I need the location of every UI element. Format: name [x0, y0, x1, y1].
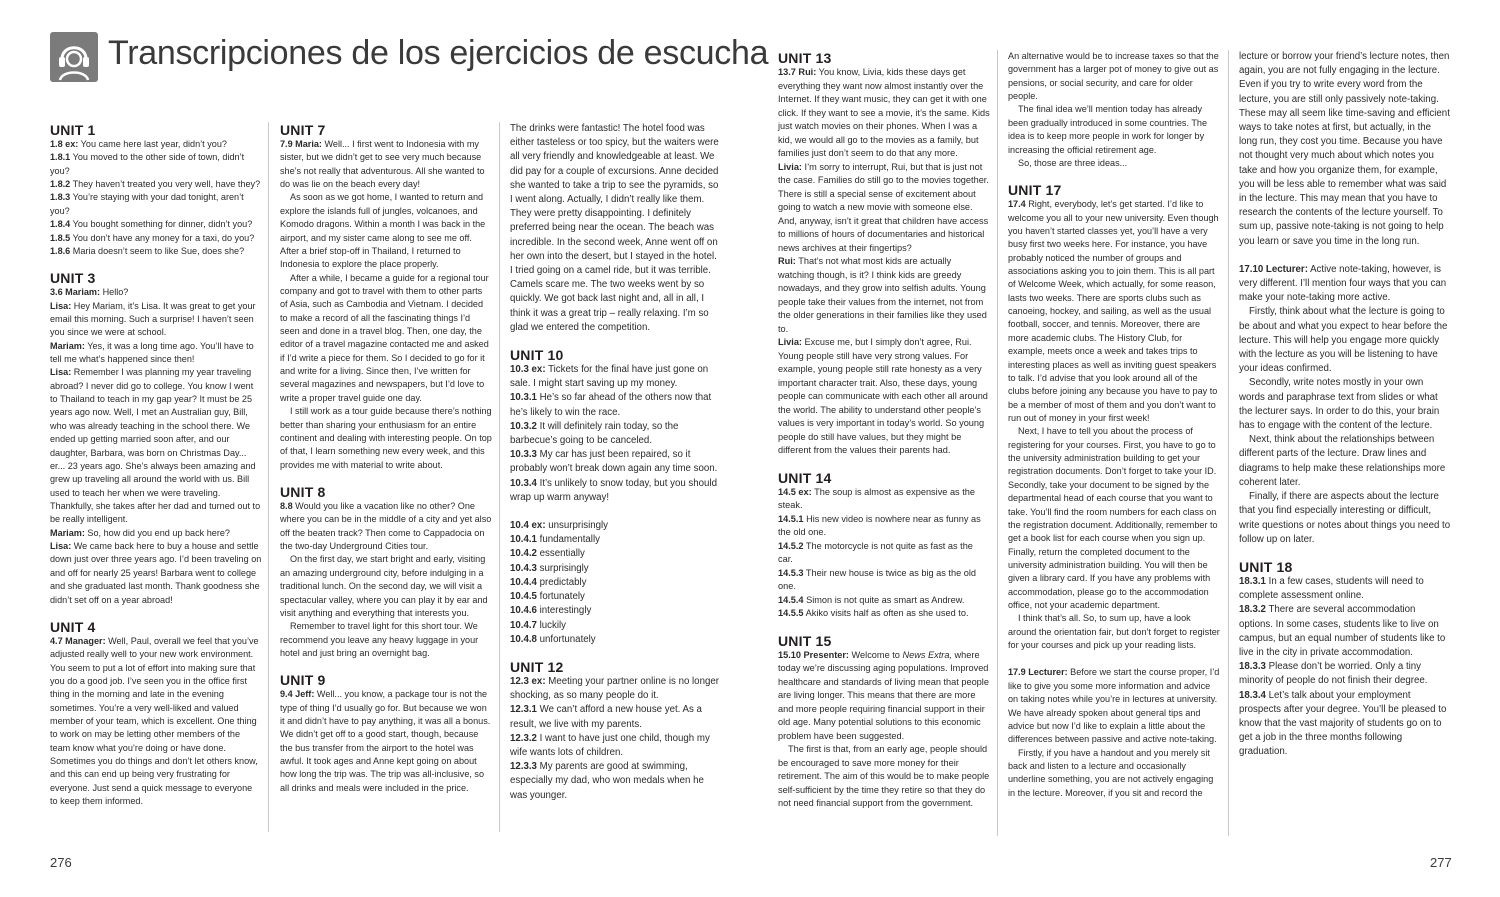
transcript-line: 14.5.1 His new video is nowhere near as funny as the old one. [778, 513, 981, 537]
transcript-line: Lisa: Hey Mariam, it’s Lisa. It was great to get your email this morning. Such a surprise! I haven’t seen you since we were at school. [50, 300, 256, 338]
transcript-paragraph: The drinks were fantastic! The hotel food was either tasteless or too spicy, but the waiters were all very friendly and knowledgeable at least. We did pay for a couple of excursions. Anne decided she wanted to take a trip to see the pyramids, so I went along. Actually, I didn’t really like them. They were pretty disappointing. I definitely preferred being near the ocean. The beach was incredible. In the second week, Anne went off on her own into the desert, but I stayed in the hotel. I tried going on a camel ride, but it was terrible. Camels scare me. The two weeks went by so quickly. We got back last night and, all in all, I think it was a great trip – really relaxing. I’m so glad we entered the competition. [510, 123, 719, 333]
column-divider [268, 122, 269, 832]
unit-heading: UNIT 10 [510, 347, 564, 364]
unit-7-section [280, 122, 492, 472]
column-6 [1239, 50, 1451, 772]
transcript-paragraph: Next, I have to tell you about the process of registering for your courses. First, you have to go to the university administration building to get your registration documents. Don’t forget to take your ID. Secondly, take your document to be signed by the departmental head of each course that you want to take. You’ll find the room numbers for each class on the registration document. Additionally, remember to get a book list for each course when you sign up. Finally, return the completed document to the university administration building. You will then be given a library card. If you have any problems with accommodation, please go to the accommodation office, not your academic department. [1008, 426, 1218, 611]
transcript-line: 14.5.3 Their new house is twice as big as the old one. [778, 567, 976, 591]
transcript-line: 10.4.7 luckily [510, 619, 567, 631]
transcript-paragraph: Next, think about the relationships between different parts of the lecture. Draw lines and diagrams to help make these relationships more coherent later. [1239, 434, 1446, 488]
transcript-line: Mariam: So, how did you end up back here? [50, 527, 230, 538]
column-divider [499, 122, 500, 832]
transcript-paragraph: I think that’s all. So, to sum up, have a look around the orientation fair, but don’t forget to register for your courses and pick up your reading lists. [1008, 613, 1220, 651]
unit-9-continued [510, 122, 722, 335]
transcript-line: 9.4 Jeff: Well... you know, a package tour is not the type of thing I’d usually go for. But because we won it and didn’t have to pay anything, it was all a bonus. We didn’t get off to a good start, though, because the bus transfer from the airport to the hotel was awful. It took ages and Anne kept going on about how long the trip was. The trip was all-inclusive, so all drinks and meals were included in the price. [280, 689, 491, 793]
transcript-paragraph: After a while, I became a guide for a regional tour company and got to travel with them to other parts of Asia, such as Cambodia and Vietnam. I decided to make a record of all the fascinating things I’d seen and done in a travel blog. Then, one day, the editor of a travel magazine contacted me and asked if I’d write a piece for them. So I decided to go for it and write for a living. Since then, I’ve written for several magazines and newspapers, but I’d love to write a proper travel guide one day. [280, 272, 489, 403]
transcript-line: 12.3 ex: Meeting your partner online is no longer shocking, as so many people do it. [510, 675, 719, 702]
transcript-line: 13.7 Rui: You know, Livia, kids these days get everything they want now almost instantly over the Internet. If they want music, they can get it with one click. If they want to see a movie, it’s the same. Kids just watch movies on their phones. When I was a kid, we would all go to the movies as a family, but families just don’t seem to do that any more. [778, 67, 990, 158]
transcript-line: 12.3.3 My parents are good at swimming, especially my dad, who won medals when he was younger. [510, 761, 704, 801]
transcript-line: 10.3.4 It’s unlikely to snow today, but you should wrap up warm anyway! [510, 477, 717, 503]
transcript-paragraph: Finally, if there are aspects about the lecture that you find especially interesting or difficult, write questions or notes about things you need to follow up on later. [1239, 491, 1451, 545]
transcript-line: 10.4.4 predictably [510, 576, 587, 588]
transcript-line: 10.4.6 interestingly [510, 605, 592, 617]
transcript-paragraph: I still work as a tour guide because there’s nothing better than sharing your enthusiasm for an entire continent and dealing with interesting people. On top of that, I learn something new every week, and this provides me with material to write about. [280, 406, 492, 470]
page-title: Transcripciones de los ejercicios de escucha [108, 34, 769, 72]
transcript-line: 10.4 ex: unsurprisingly [510, 520, 609, 532]
unit-heading: UNIT 3 [50, 270, 96, 287]
transcript-line: 17.10 Lecturer: Active note-taking, however, is very different. I’ll mention four ways that you can make your note-taking more active. [1239, 263, 1447, 304]
transcript-paragraph: As soon as we got home, I wanted to return and explore the islands full of jungles, volcanoes, and Komodo dragons. Within a month I was back in the airport, and my sister came along to see me off. After a brief stop-off in Thailand, I returned to Indonesia to explore the place properly. [280, 192, 486, 270]
transcript-line: 12.3.1 We can’t afford a new house yet. As a result, we live with my parents. [510, 704, 702, 730]
transcript-line: 1.8.2 They haven’t treated you very well, have they? [50, 179, 261, 190]
unit-10-section [510, 347, 722, 647]
transcript-line: 14.5.5 Akiko visits half as often as she used to. [778, 608, 969, 618]
transcript-line: 14.5 ex: The soup is almost as expensive as the steak. [778, 486, 975, 510]
unit-9-section [280, 672, 492, 795]
column-2 [280, 122, 492, 807]
transcript-line: 1.8 ex: You came here last year, didn’t you? [50, 139, 227, 149]
unit-heading: UNIT 12 [510, 658, 564, 675]
transcript-line: Livia: I’m sorry to interrupt, Rui, but that is just not the case. Families do still go to the movies together. There is still a special sense of excitement about going to watch a new movie with someone else. And, anyway, isn’t it great that children have access to millions of hours of documentaries and historical news archives at their fingertips? [778, 161, 989, 253]
transcript-paragraph: Firstly, think about what the lecture is going to be about and what you expect to hear before the lecture. This will help you engage more quickly with the lecture as you will be listening to have your ideas confirmed. [1239, 306, 1448, 375]
transcript-line: 10.4.1 fundamentally [510, 534, 600, 546]
unit-heading: UNIT 9 [280, 672, 326, 689]
transcript-line: 10.4.2 essentially [510, 548, 585, 560]
transcript-line: 10.3.1 He’s so far ahead of the others now that he’s likely to win the race. [510, 392, 712, 418]
transcript-paragraph: lecture or borrow your friend’s lecture notes, then again, you are not fully engaging in the lecture. Even if you try to write every word from the lecture, you are still only passively note-taking. These may all seem like time-saving and efficient ways to take notes at first, but actually, in the long run, they cost you time. Because you have not thought very much about which notes you take and how you organize them, for example, you will be less able to remember what was said in the lecture. This may mean that you have to research the contents of the lecture yourself. To sum up, passive note-taking is not going to help you learn or save you time in the long run. [1239, 51, 1450, 247]
unit-15-continued [1008, 50, 1220, 170]
transcript-line: 4.7 Manager: Well, Paul, overall we feel that you’ve adjusted really well to your new work environment. You seem to put a lot of effort into making sure that you do a good job. I’ve seen you in the office first thing in the morning and late in the evening sometimes. You’re a very well-liked and valued member of your team, which is excellent. One thing to work on may be letting other members of the team know what you’re doing or have done. Sometimes you do things and don’t let others know, and this can end up being very frustrating for everyone. Just send a quick message to everyone to keep them informed. [50, 635, 259, 807]
transcript-line: 10.3.3 My car has just been repaired, so it probably won’t break down again any time soon. [510, 449, 718, 475]
transcript-line: Lisa: Remember I was planning my year traveling abroad? I never did go to college. You know I went to Thailand to teach in my gap year? It must be 25 years ago now. Well, I met an Australian guy, Bill, who was already teaching in the school there. We ended up getting married soon after, and our daughter, Barbara, was born on Christmas Day... er... 23 years ago. She’s always been amazing and grew up traveling all around the world with us. Bill used to teach her when we were traveling. Thankfully, she takes after her dad and turned out to be really intelligent. [50, 367, 261, 525]
page-number-right: 277 [1430, 855, 1452, 870]
column-1 [50, 122, 262, 821]
unit-heading: UNIT 18 [1239, 558, 1293, 575]
transcript-line: Rui: That’s not what most kids are actually watching though, is it? I think kids are greedy nowadays, and they grow into selfish adults. Young people take their values from the internet, not from the older generations in their families like they used to. [778, 256, 987, 334]
unit-13-section [778, 50, 990, 458]
transcript-line: 18.3.3 Please don’t be worried. Only a tiny minority of people do not finish their degree. [1239, 661, 1428, 687]
transcript-line: 12.3.2 I want to have just one child, though my wife wants lots of children. [510, 732, 710, 758]
unit-heading: UNIT 17 [1008, 182, 1062, 199]
transcript-line: 1.8.5 You don’t have any money for a taxi, do you? [50, 232, 255, 243]
transcript-line: 1.8.4 You bought something for dinner, didn’t you? [50, 219, 253, 230]
unit-heading: UNIT 14 [778, 469, 832, 486]
unit-17-section [1008, 182, 1220, 800]
transcript-line: 10.4.3 surprisingly [510, 562, 589, 574]
transcript-line: 18.3.2 There are several accommodation options. In some cases, students like to live on campus, but an equal number of students like to live in the city in private accommodation. [1239, 604, 1446, 658]
transcript-line: 1.8.6 Maria doesn’t seem to like Sue, does she? [50, 245, 245, 256]
transcript-line: 10.3 ex: Tickets for the final have just gone on sale. I might start saving up my money. [510, 364, 709, 390]
unit-3-section [50, 270, 262, 607]
unit-heading: UNIT 1 [50, 122, 96, 138]
transcript-line: 14.5.4 Simon is not quite as smart as Andrew. [778, 594, 965, 605]
headphones-person-icon [50, 32, 98, 82]
transcript-line: 3.6 Mariam: Hello? [50, 287, 129, 298]
transcript-line: 8.8 Would you like a vacation like no other? One where you can be in the middle of a city and yet also off the beaten track? Then come to Cappadocia on the two-day Underground Cities tour. [280, 500, 492, 552]
unit-14-section [778, 470, 990, 621]
transcript-line: Livia: Excuse me, but I simply don’t agree, Rui. Young people still have very strong values. For example, young people still rate honesty as a very important character trait. Also, these days, young people can communicate with each other all around the world. The ability to understand other people’s values is very important in today’s world. So young people do still have values, but they might be different from the values their parents had. [778, 337, 988, 455]
transcript-paragraph: The final idea we’ll mention today has already been gradually introduced in some countries. The idea is to keep more people in work for longer by increasing the official retirement age. [1008, 104, 1208, 155]
unit-8-section [280, 484, 492, 660]
transcript-line: 1.8.1 You moved to the other side of town, didn’t you? [50, 152, 245, 176]
transcript-line: Lisa: We came back here to buy a house and settle down just over three years ago. I’d been traveling on and off for nearly 25 years! Barbara went to college and she graduated last month. Thank goodness she didn’t set off on a year abroad! [50, 541, 262, 605]
column-divider [997, 50, 998, 836]
transcript-paragraph: Remember to travel light for this short tour. We recommend you leave any heavy luggage in your hotel and just bring an overnight bag. [280, 621, 479, 658]
unit-heading: UNIT 8 [280, 483, 326, 500]
transcript-line: 15.10 Presenter: Welcome to News Extra, where today we’re discussing aging populations. Improved healthcare and standards of living mean that people are living longer. This means that there are more and more people requiring financial support in their old age. Many potential solutions to this economic problem have been suggested. [778, 649, 989, 741]
column-divider [1228, 50, 1229, 836]
transcript-paragraph: An alternative would be to increase taxes so that the government has a larger pot of money to give out as pensions, or social security, and care for older people. [1008, 51, 1219, 102]
unit-4-section [50, 619, 262, 809]
transcript-paragraph: The first is that, from an early age, people should be encouraged to save more money for their retirement. The aim of this would be to make people self-sufficient by the time they retire so that they do not need financial support from the government. [778, 744, 990, 808]
transcript-line: 17.9 Lecturer: Before we start the course proper, I’d like to give you some more information and advice on taking notes while you’re in lectures at university. We have already spoken about general tips and advice but now I’d like to explain a little about the differences between passive and active note-taking. [1008, 667, 1220, 745]
transcript-paragraph: On the first day, we start bright and early, visiting an amazing underground city, before indulging in a traditional lunch. On the second day, we will visit a spectacular valley, where you can play it by ear and visit anything and everything that interests you. [280, 554, 488, 618]
unit-12-section [510, 659, 722, 803]
column-5 [1008, 50, 1220, 812]
transcript-paragraph: Firstly, if you have a handout and you merely sit back and listen to a lecture and occasionally underline something, you are not actively engaging in the lecture. Moreover, if you sit and record the [1008, 747, 1214, 798]
transcript-line: 18.3.4 Let’s talk about your employment prospects after your degree. You’ll be pleased to know that the vast majority of students go on to get a job in the three months following graduation. [1239, 689, 1447, 758]
transcript-line: 7.9 Maria: Well... I first went to Indonesia with my sister, but we didn’t get to see very much because she’s not really that adventurous. All she wanted to do was lie on the beach every day! [280, 139, 485, 190]
unit-17-continued [1239, 50, 1451, 547]
transcript-line: 10.4.5 fortunately [510, 591, 585, 603]
transcript-line: 1.8.3 You’re staying with your dad tonight, aren’t you? [50, 192, 244, 216]
unit-18-section [1239, 559, 1451, 760]
transcript-paragraph: Secondly, write notes mostly in your own words and paraphrase text from slides or what the lecturer says. In order to do this, your brain has to engage with the content of the lecture. [1239, 377, 1440, 432]
unit-15-section [778, 633, 990, 811]
transcript-line: 14.5.2 The motorcycle is not quite as fast as the car. [778, 540, 973, 564]
transcript-line: 10.4.8 unfortunately [510, 633, 596, 645]
transcript-paragraph: So, those are three ideas... [1018, 157, 1128, 168]
transcript-line: 17.4 Right, everybody, let’s get started. I’d like to welcome you all to your new university. Even though you haven’t started classes yet, you’ll have a very busy first two weeks here. For instance, you have probably noticed the number of groups and associations asking you to join them. This is all part of Welcome Week, which actually, for some reason, lasts two weeks. There are sports clubs such as canoeing, hockey, and sailing, as well as the usual football, soccer, and tennis. Moreover, there are more academic clubs. The History Club, for example, meets once a week and takes trips to interesting places as well as inviting guest speakers to talk. I’d advise that you look around all of the clubs before joining any because you have to pay to be a member of most of them and you don’t want to run out of money in your first week! [1008, 199, 1219, 423]
transcript-line: 18.3.1 In a few cases, students will need to complete assessment online. [1239, 575, 1424, 602]
transcript-line: 10.3.2 It will definitely rain today, so the barbecue’s going to be canceled. [510, 420, 679, 447]
unit-heading: UNIT 15 [778, 632, 832, 649]
unit-heading: UNIT 4 [50, 618, 96, 635]
unit-1-section [50, 122, 262, 258]
column-4 [778, 50, 990, 823]
unit-heading: UNIT 7 [280, 122, 326, 138]
column-3 [510, 122, 722, 815]
page-number-left: 276 [50, 855, 72, 870]
unit-heading: UNIT 13 [778, 50, 832, 66]
transcript-line: Mariam: Yes, it was a long time ago. You’ll have to tell me what’s happened since then! [50, 340, 254, 365]
